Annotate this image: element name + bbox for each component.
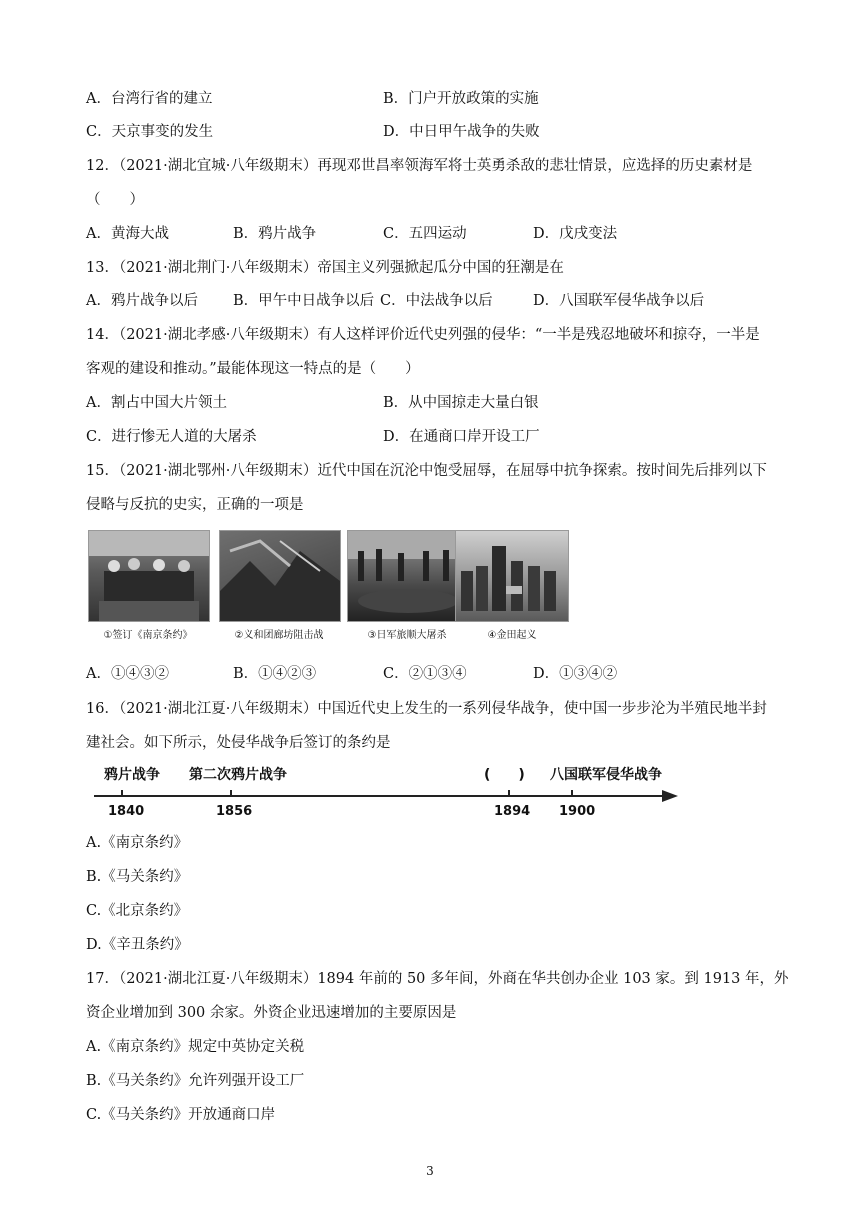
page-number: 3: [426, 1164, 434, 1178]
q12-option-a: A．黄海大战: [86, 226, 169, 242]
q13-option-d: D．八国联军侵华战争以后: [533, 293, 705, 309]
timeline-label-second-opium-war: 第二次鸦片战争: [189, 767, 287, 783]
q14-stem: 14．（2021·湖北孝感·八年级期末）有人这样评价近代史列强的侵华：“一半是残忍地破坏和掠夺，一半是: [86, 327, 760, 343]
q17-option-a: A.《南京条约》规定中英协定关税: [86, 1039, 305, 1055]
q14-option-b: B．从中国掠走大量白银: [383, 395, 539, 411]
caption-1: ①签订《南京条约》: [103, 630, 193, 641]
q11-option-d: D．中日甲午战争的失败: [383, 124, 540, 140]
q13-stem: 13．（2021·湖北荆门·八年级期末）帝国主义列强掀起瓜分中国的狂潮是在: [86, 260, 564, 276]
photo-boxer-battle: [219, 530, 341, 622]
photo-lushun-massacre: [347, 530, 469, 622]
timeline-year-1840: 1840: [108, 804, 145, 819]
q17-stem: 17．（2021·湖北江夏·八年级期末）1894 年前的 50 多年间，外商在华共创办企业 103 家。到 1913 年，外: [86, 971, 789, 987]
caption-2: ②义和团廊坊阻击战: [234, 630, 324, 641]
q16-option-a: A.《南京条约》: [86, 835, 189, 851]
timeline-year-1894: 1894: [494, 804, 531, 819]
timeline-label-blank: ( ): [484, 767, 525, 783]
q16-option-b: B.《马关条约》: [86, 869, 189, 885]
timeline-diagram: [94, 760, 684, 820]
q13-option-a: A．鸦片战争以后: [86, 293, 198, 309]
q15-option-b: B．①④②③: [233, 666, 317, 682]
q14-option-a: A．割占中国大片领土: [86, 395, 227, 411]
timeline-label-eight-nation: 八国联军侵华战争: [550, 767, 662, 783]
q16-option-c: C.《北京条约》: [86, 903, 189, 919]
q12-stem: 12．（2021·湖北宜城·八年级期末）再现邓世昌率领海军将士英勇杀敌的悲壮情景，应选择的历史素材是: [86, 158, 753, 174]
q14-stem-cont: 客观的建设和推动。”最能体现这一特点的是（ ）: [86, 361, 420, 377]
q15-stem: 15．（2021·湖北鄂州·八年级期末）近代中国在沉沦中饱受屈辱，在屈辱中抗争探索。按时间先后排列以下: [86, 463, 767, 479]
timeline-year-1856: 1856: [216, 804, 253, 819]
q17-stem-cont: 资企业增加到 300 余家。外资企业迅速增加的主要原因是: [86, 1005, 457, 1021]
timeline-year-1900: 1900: [559, 804, 596, 819]
q12-option-d: D．戊戌变法: [533, 226, 618, 242]
timeline-axis: [94, 788, 684, 804]
q16-option-d: D.《辛丑条约》: [86, 937, 189, 953]
photo-jintian-uprising: [455, 530, 569, 622]
q15-stem-cont: 侵略与反抗的史实，正确的一项是: [86, 497, 304, 513]
q14-option-c: C．进行惨无人道的大屠杀: [86, 429, 257, 445]
q14-option-d: D．在通商口岸开设工厂: [383, 429, 540, 445]
q16-stem-cont: 建社会。如下所示，处侵华战争后签订的条约是: [86, 735, 391, 751]
q17-option-b: B.《马关条约》允许列强开设工厂: [86, 1073, 305, 1089]
q13-option-b: B．甲午中日战争以后: [233, 293, 375, 309]
q11-option-a: A．台湾行省的建立: [86, 91, 213, 107]
caption-3: ③日军旅顺大屠杀: [367, 630, 447, 641]
q12-option-b: B．鸦片战争: [233, 226, 317, 242]
caption-4: ④金田起义: [487, 630, 537, 641]
q11-option-b: B．门户开放政策的实施: [383, 91, 539, 107]
q13-option-c: C．中法战争以后: [380, 293, 493, 309]
photo-nanjing-treaty: [88, 530, 210, 622]
q15-option-d: D．①③④②: [533, 666, 618, 682]
q11-option-c: C．天京事变的发生: [86, 124, 214, 140]
q15-option-c: C．②①③④: [383, 666, 467, 682]
q17-option-c: C.《马关条约》开放通商口岸: [86, 1107, 276, 1123]
q15-option-a: A．①④③②: [86, 666, 169, 682]
q12-stem-cont: （ ）: [86, 192, 144, 208]
timeline-label-opium-war: 鸦片战争: [104, 767, 160, 783]
q12-option-c: C．五四运动: [383, 226, 467, 242]
q16-stem: 16．（2021·湖北江夏·八年级期末）中国近代史上发生的一系列侵华战争，使中国一步步沦为半殖民地半封: [86, 701, 767, 717]
